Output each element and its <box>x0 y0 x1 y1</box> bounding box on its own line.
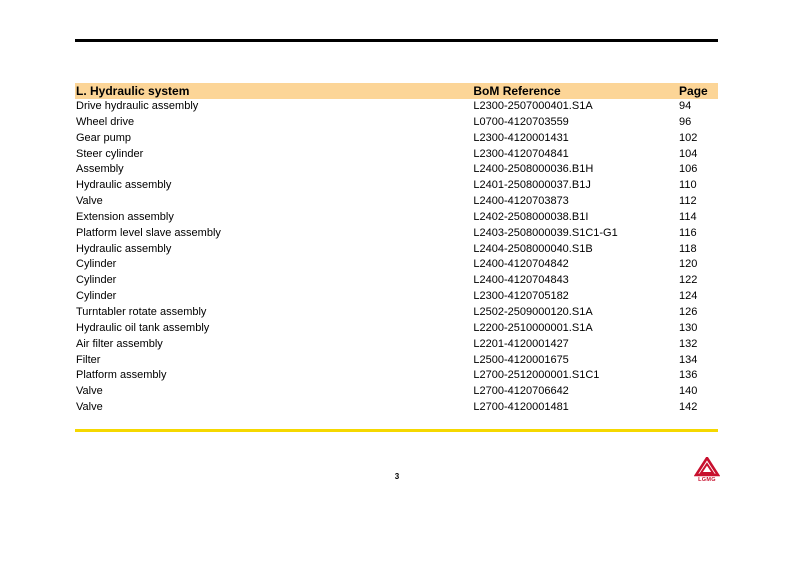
row-description: Valve <box>76 195 103 208</box>
table-row <box>75 162 718 178</box>
table-row <box>75 400 718 416</box>
bom-reference-heading: BoM Reference <box>473 84 561 98</box>
page-heading: Page <box>679 84 708 98</box>
row-description: Turntabler rotate assembly <box>76 305 207 318</box>
row-bom-reference: L2300-2507000401.S1A <box>473 100 593 112</box>
top-rule <box>75 39 718 42</box>
row-bom-reference: L2404-2508000040.S1B <box>473 242 593 255</box>
table-row <box>75 115 718 131</box>
row-description: Hydraulic oil tank assembly <box>76 321 210 334</box>
row-bom-reference: L2700-4120706642 <box>473 385 569 398</box>
row-description: Assembly <box>76 163 124 176</box>
table-row <box>75 289 718 305</box>
row-description: Drive hydraulic assembly <box>76 100 199 112</box>
row-page: 106 <box>679 163 698 176</box>
row-bom-reference: L2400-4120703873 <box>473 195 569 208</box>
row-page: 142 <box>679 401 698 414</box>
row-bom-reference: L2403-2508000039.S1C1-G1 <box>473 226 618 239</box>
row-page: 110 <box>679 179 697 192</box>
table-row <box>75 226 718 242</box>
row-description: Platform assembly <box>76 369 167 382</box>
row-bom-reference: L2401-2508000037.B1J <box>473 179 591 192</box>
section-heading: L. Hydraulic system <box>76 84 190 98</box>
table-row <box>75 384 718 400</box>
row-page: 134 <box>679 353 698 366</box>
lgmg-logo <box>694 457 720 485</box>
row-description: Platform level slave assembly <box>76 226 221 239</box>
row-bom-reference: L2400-2508000036.B1H <box>473 163 594 176</box>
row-page: 120 <box>679 258 698 271</box>
row-description: Hydraulic assembly <box>76 242 172 255</box>
row-description: Hydraulic assembly <box>76 179 172 192</box>
row-description: Cylinder <box>76 290 117 303</box>
row-page: 96 <box>679 115 692 128</box>
table-row <box>75 210 718 226</box>
table-header <box>75 83 718 99</box>
row-page: 132 <box>679 337 698 350</box>
logo-text: LGMG <box>698 477 716 483</box>
table-body <box>75 99 718 416</box>
row-page: 136 <box>679 369 698 382</box>
row-page: 112 <box>679 195 697 208</box>
table-row <box>75 305 718 321</box>
row-description: Valve <box>76 401 103 414</box>
row-page: 116 <box>679 226 697 239</box>
row-page: 102 <box>679 131 698 144</box>
row-bom-reference: L2700-2512000001.S1C1 <box>473 369 600 382</box>
row-bom-reference: L2500-4120001675 <box>473 353 569 366</box>
table-row <box>75 178 718 194</box>
table-row <box>75 353 718 369</box>
row-description: Valve <box>76 385 103 398</box>
table-row <box>75 273 718 289</box>
table-row <box>75 368 718 384</box>
row-bom-reference: L2201-4120001427 <box>473 337 569 350</box>
row-bom-reference: L2200-2510000001.S1A <box>473 321 593 334</box>
row-description: Extension assembly <box>76 210 174 223</box>
row-bom-reference: L2300-4120704841 <box>473 147 569 160</box>
table-row <box>75 131 718 147</box>
row-page: 104 <box>679 147 698 160</box>
row-bom-reference: L0700-4120703559 <box>473 115 569 128</box>
row-page: 130 <box>679 321 698 334</box>
row-bom-reference: L2400-4120704843 <box>473 274 569 287</box>
row-page: 126 <box>679 305 698 318</box>
lgmg-triangle-logo-icon <box>694 457 720 477</box>
row-page: 94 <box>679 100 692 112</box>
bottom-rule <box>75 429 718 432</box>
row-page: 114 <box>679 210 697 223</box>
table-row <box>75 257 718 273</box>
table-row <box>75 337 718 353</box>
bom-table <box>75 83 718 416</box>
row-description: Cylinder <box>76 274 117 287</box>
table-row <box>75 194 718 210</box>
row-description: Filter <box>76 353 101 366</box>
table-row <box>75 147 718 163</box>
row-page: 118 <box>679 242 697 255</box>
page-number: 3 <box>394 472 400 481</box>
table-row <box>75 321 718 337</box>
row-description: Wheel drive <box>76 115 135 128</box>
row-bom-reference: L2502-2509000120.S1A <box>473 305 593 318</box>
row-page: 124 <box>679 290 698 303</box>
row-description: Steer cylinder <box>76 147 144 160</box>
row-description: Gear pump <box>76 131 132 144</box>
row-bom-reference: L2402-2508000038.B1I <box>473 210 589 223</box>
row-bom-reference: L2300-4120705182 <box>473 290 569 303</box>
row-bom-reference: L2400-4120704842 <box>473 258 569 271</box>
row-page: 140 <box>679 385 698 398</box>
table-row <box>75 242 718 258</box>
row-bom-reference: L2700-4120001481 <box>473 401 569 414</box>
row-description: Air filter assembly <box>76 337 163 350</box>
row-page: 122 <box>679 274 698 287</box>
row-description: Cylinder <box>76 258 117 271</box>
table-row <box>75 99 718 115</box>
row-bom-reference: L2300-4120001431 <box>473 131 569 144</box>
